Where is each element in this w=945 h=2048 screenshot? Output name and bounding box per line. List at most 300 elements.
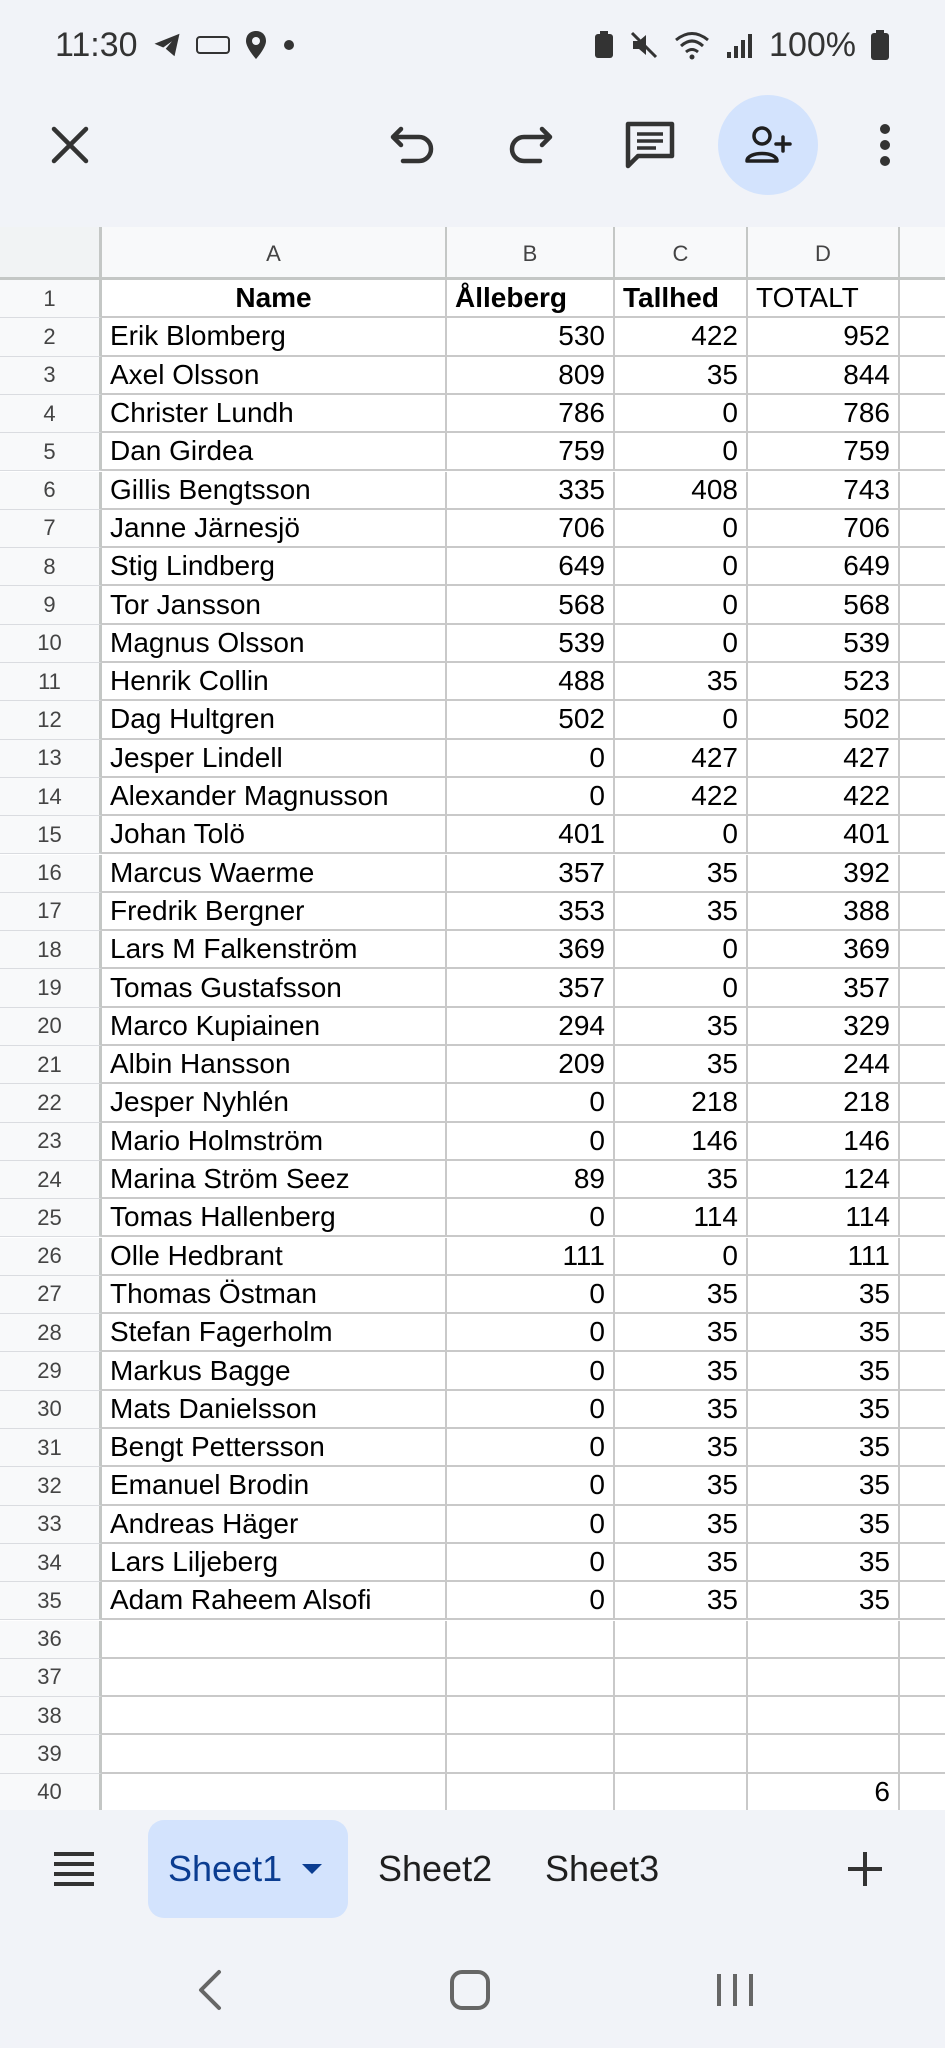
row-number[interactable]: 26 [0,1238,102,1276]
value-cell[interactable]: 35 [615,663,748,701]
value-cell[interactable]: 0 [615,395,748,433]
value-cell[interactable]: 357 [447,855,615,893]
value-cell[interactable]: 0 [447,1084,615,1122]
header-row [0,280,945,318]
row-number[interactable]: 39 [0,1735,102,1773]
column-header-e[interactable] [900,227,945,280]
table-row [0,1582,945,1620]
row-number[interactable]: 28 [0,1314,102,1352]
value-cell[interactable]: 35 [748,1352,900,1390]
location-icon [244,30,268,60]
value-cell[interactable] [615,1621,748,1659]
row-number[interactable]: 17 [0,893,102,931]
name-cell[interactable]: Alexander Magnusson [102,778,447,816]
value-cell[interactable]: 649 [447,548,615,586]
row-number[interactable]: 32 [0,1467,102,1505]
value-cell[interactable]: 35 [615,1467,748,1505]
value-cell[interactable]: 427 [748,740,900,778]
value-cell[interactable]: 244 [748,1046,900,1084]
empty-cell[interactable] [900,1276,945,1314]
empty-cell[interactable] [900,663,945,701]
column-header-b[interactable]: B [447,227,615,280]
value-cell[interactable]: 844 [748,357,900,395]
table-row [0,1506,945,1544]
value-cell[interactable]: 408 [615,472,748,510]
value-cell[interactable] [447,1621,615,1659]
value-cell[interactable]: 35 [615,1314,748,1352]
name-cell[interactable]: Stig Lindberg [102,548,447,586]
value-cell[interactable]: 89 [447,1161,615,1199]
name-cell[interactable]: Olle Hedbrant [102,1238,447,1276]
value-cell[interactable]: 0 [447,1352,615,1390]
empty-cell[interactable] [900,1352,945,1390]
name-cell[interactable] [102,1621,447,1659]
value-cell[interactable] [615,1774,748,1810]
name-cell[interactable]: Andreas Häger [102,1506,447,1544]
tab-sheet3[interactable] [545,1820,659,1918]
add-sheet-button[interactable] [845,1820,885,1918]
empty-cell[interactable] [900,969,945,1007]
tab-sheet1-label: Sheet1 [168,1848,283,1889]
name-cell[interactable]: Adam Raheem Alsofi [102,1582,447,1620]
value-cell[interactable]: 335 [447,472,615,510]
value-cell[interactable] [748,1621,900,1659]
close-button[interactable] [20,95,120,195]
value-cell[interactable]: 114 [748,1199,900,1237]
empty-cell[interactable] [900,1735,945,1773]
value-cell[interactable]: 759 [748,433,900,471]
empty-cell[interactable] [900,1046,945,1084]
value-cell[interactable]: 218 [615,1084,748,1122]
empty-cell[interactable] [900,1084,945,1122]
empty-cell[interactable] [900,1008,945,1046]
row-number[interactable]: 16 [0,855,102,893]
row-number[interactable]: 1 [0,280,102,318]
value-cell[interactable] [748,1735,900,1773]
value-cell[interactable]: 422 [615,778,748,816]
battery-icon [870,29,890,61]
row-number[interactable]: 12 [0,701,102,739]
row-number[interactable]: 40 [0,1774,102,1810]
value-cell[interactable]: 35 [615,1276,748,1314]
value-cell[interactable]: 392 [748,855,900,893]
value-cell[interactable]: 35 [615,893,748,931]
empty-cell[interactable] [900,357,945,395]
value-cell[interactable]: 0 [615,931,748,969]
value-cell[interactable]: 35 [615,1429,748,1467]
empty-cell[interactable] [900,931,945,969]
spreadsheet-grid[interactable] [0,227,945,1810]
value-cell[interactable]: 369 [748,931,900,969]
row-number[interactable]: 22 [0,1084,102,1122]
row-number[interactable]: 13 [0,740,102,778]
row-number[interactable]: 11 [0,663,102,701]
value-cell[interactable] [447,1697,615,1735]
battery-saver-icon [593,30,615,60]
value-cell[interactable]: 35 [615,1582,748,1620]
header-cell[interactable]: Tallhed [615,280,748,318]
sheet-tab-bar [0,1810,945,1940]
table-row [0,1391,945,1429]
row-number[interactable]: 23 [0,1123,102,1161]
table-row [0,931,945,969]
value-cell[interactable]: 502 [748,701,900,739]
system-nav-bar [0,1940,945,2048]
header-cell[interactable]: TOTALT [748,280,900,318]
value-cell[interactable]: 0 [447,1123,615,1161]
empty-cell[interactable] [900,1582,945,1620]
value-cell[interactable]: 0 [447,1429,615,1467]
value-cell[interactable]: 146 [615,1123,748,1161]
table-row [0,778,945,816]
empty-cell[interactable] [900,1659,945,1697]
row-number[interactable]: 37 [0,1659,102,1697]
table-row [0,318,945,356]
row-number[interactable]: 21 [0,1046,102,1084]
value-cell[interactable]: 294 [447,1008,615,1046]
value-cell[interactable]: 35 [615,1352,748,1390]
value-cell[interactable]: 422 [748,778,900,816]
value-cell[interactable] [615,1735,748,1773]
empty-cell[interactable] [900,280,945,318]
name-cell[interactable]: Jesper Nyhlén [102,1084,447,1122]
value-cell[interactable]: 401 [748,816,900,854]
value-cell[interactable]: 0 [615,625,748,663]
row-number[interactable]: 10 [0,625,102,663]
name-cell[interactable]: Mats Danielsson [102,1391,447,1429]
value-cell[interactable] [447,1774,615,1810]
name-cell[interactable]: Marcus Waerme [102,855,447,893]
value-cell[interactable]: 743 [748,472,900,510]
table-row [0,395,945,433]
row-number[interactable]: 33 [0,1506,102,1544]
empty-cell[interactable] [900,1314,945,1352]
value-cell[interactable]: 146 [748,1123,900,1161]
value-cell[interactable]: 786 [447,395,615,433]
value-cell[interactable]: 0 [447,1199,615,1237]
redo-icon [506,123,554,167]
value-cell[interactable]: 35 [748,1429,900,1467]
share-button[interactable] [718,95,818,195]
empty-cell[interactable] [900,1774,945,1810]
empty-cell[interactable] [900,395,945,433]
table-row [0,433,945,471]
empty-cell[interactable] [900,510,945,548]
header-cell[interactable]: Name [102,280,447,318]
redo-button[interactable] [480,95,580,195]
name-cell[interactable]: Marco Kupiainen [102,1008,447,1046]
back-nav-button[interactable] [180,1960,240,2020]
value-cell[interactable]: 35 [615,1008,748,1046]
value-cell[interactable]: 0 [447,1544,615,1582]
row-number[interactable]: 20 [0,1008,102,1046]
empty-cell[interactable] [900,1697,945,1735]
empty-cell[interactable] [900,472,945,510]
name-cell[interactable]: Magnus Olsson [102,625,447,663]
empty-cell[interactable] [900,740,945,778]
value-cell[interactable]: 0 [615,586,748,624]
value-cell[interactable]: 401 [447,816,615,854]
table-row [0,1008,945,1046]
value-cell[interactable]: 124 [748,1161,900,1199]
value-cell[interactable]: 0 [447,1582,615,1620]
value-cell[interactable]: 353 [447,893,615,931]
empty-cell[interactable] [900,1238,945,1276]
table-row [0,586,945,624]
value-cell[interactable] [615,1659,748,1697]
row-number[interactable]: 30 [0,1391,102,1429]
value-cell[interactable]: 952 [748,318,900,356]
row-number[interactable]: 14 [0,778,102,816]
recents-icon [713,1970,757,2010]
value-cell[interactable]: 0 [447,740,615,778]
empty-cell[interactable] [900,548,945,586]
value-cell[interactable]: 488 [447,663,615,701]
table-row [0,1161,945,1199]
value-cell[interactable]: 786 [748,395,900,433]
name-cell[interactable]: Johan Tolö [102,816,447,854]
value-cell[interactable]: 427 [615,740,748,778]
value-cell[interactable]: 809 [447,357,615,395]
row-number[interactable]: 4 [0,395,102,433]
value-cell[interactable]: 568 [748,586,900,624]
empty-cell[interactable] [900,816,945,854]
name-cell[interactable]: Thomas Östman [102,1276,447,1314]
value-cell[interactable]: 539 [447,625,615,663]
value-cell[interactable]: 114 [615,1199,748,1237]
empty-cell[interactable] [900,586,945,624]
person-add-icon [744,125,792,165]
value-cell[interactable]: 35 [615,1391,748,1429]
name-cell[interactable]: Bengt Pettersson [102,1429,447,1467]
empty-cell[interactable] [900,855,945,893]
home-icon [448,1968,492,2012]
value-cell[interactable]: 218 [748,1084,900,1122]
all-sheets-button[interactable] [50,1820,98,1918]
value-cell[interactable]: 0 [447,1467,615,1505]
name-cell[interactable]: Tomas Gustafsson [102,969,447,1007]
value-cell[interactable]: 35 [615,1046,748,1084]
name-cell[interactable]: Albin Hansson [102,1046,447,1084]
value-cell[interactable]: 369 [447,931,615,969]
row-number[interactable]: 25 [0,1199,102,1237]
row-number[interactable]: 5 [0,433,102,471]
row-number[interactable]: 29 [0,1352,102,1390]
empty-cell[interactable] [900,1161,945,1199]
wifi-icon [673,30,711,60]
column-header-a[interactable]: A [102,227,447,280]
value-cell[interactable]: 35 [615,1506,748,1544]
empty-cell[interactable] [900,778,945,816]
recents-nav-button[interactable] [705,1960,765,2020]
value-cell[interactable]: 649 [748,548,900,586]
value-cell[interactable]: 35 [615,357,748,395]
value-cell[interactable]: 35 [748,1506,900,1544]
status-left [55,26,296,65]
value-cell[interactable]: 357 [447,969,615,1007]
name-cell[interactable] [102,1697,447,1735]
row-number[interactable]: 34 [0,1544,102,1582]
value-cell[interactable]: 523 [748,663,900,701]
name-cell[interactable]: Dag Hultgren [102,701,447,739]
name-cell[interactable]: Tor Jansson [102,586,447,624]
battery-percent: 100% [769,25,856,64]
value-cell[interactable]: 0 [447,1506,615,1544]
name-cell[interactable]: Gillis Bengtsson [102,472,447,510]
table-row [0,701,945,739]
undo-button[interactable] [363,95,463,195]
value-cell[interactable] [615,1697,748,1735]
value-cell[interactable] [748,1697,900,1735]
row-number[interactable]: 2 [0,318,102,356]
empty-cell[interactable] [900,1391,945,1429]
toolbar [0,95,945,205]
name-cell[interactable]: Mario Holmström [102,1123,447,1161]
row-number[interactable]: 8 [0,548,102,586]
value-cell[interactable]: 759 [447,433,615,471]
row-number[interactable]: 35 [0,1582,102,1620]
empty-cell[interactable] [900,1467,945,1505]
name-cell[interactable]: Henrik Collin [102,663,447,701]
table-row [0,1774,945,1810]
empty-cell[interactable] [900,318,945,356]
value-cell[interactable]: 388 [748,893,900,931]
value-cell[interactable]: 35 [615,855,748,893]
row-number[interactable]: 27 [0,1276,102,1314]
value-cell[interactable]: 0 [615,701,748,739]
empty-cell[interactable] [900,433,945,471]
row-number[interactable]: 9 [0,586,102,624]
value-cell[interactable]: 0 [615,969,748,1007]
header-cell[interactable]: Ålleberg [447,280,615,318]
name-cell[interactable]: Tomas Hallenberg [102,1199,447,1237]
row-number[interactable]: 19 [0,969,102,1007]
value-cell[interactable]: 35 [615,1544,748,1582]
name-cell[interactable]: Lars Liljeberg [102,1544,447,1582]
value-cell[interactable]: 35 [748,1276,900,1314]
value-cell[interactable]: 35 [748,1391,900,1429]
value-cell[interactable]: 0 [615,816,748,854]
value-cell[interactable]: 329 [748,1008,900,1046]
value-cell[interactable]: 706 [748,510,900,548]
value-cell[interactable]: 35 [748,1467,900,1505]
table-row [0,816,945,854]
empty-cell[interactable] [900,893,945,931]
value-cell[interactable]: 0 [615,548,748,586]
value-cell[interactable]: 706 [447,510,615,548]
value-cell[interactable]: 422 [615,318,748,356]
tab-sheet1[interactable] [148,1820,348,1918]
row-number[interactable]: 18 [0,931,102,969]
row-number[interactable]: 31 [0,1429,102,1467]
comment-button[interactable] [600,95,700,195]
value-cell[interactable]: 35 [748,1582,900,1620]
table-row [0,663,945,701]
name-cell[interactable]: Dan Girdea [102,433,447,471]
empty-cell[interactable] [900,1199,945,1237]
value-cell[interactable]: 539 [748,625,900,663]
empty-cell[interactable] [900,625,945,663]
value-cell[interactable]: 111 [447,1238,615,1276]
more-options-button[interactable] [835,95,935,195]
value-cell[interactable]: 357 [748,969,900,1007]
name-cell[interactable]: Lars M Falkenström [102,931,447,969]
column-header-d[interactable]: D [748,227,900,280]
value-cell[interactable]: 530 [447,318,615,356]
empty-cell[interactable] [900,1544,945,1582]
table-row [0,1084,945,1122]
select-all-corner[interactable] [0,227,102,280]
value-cell[interactable]: 0 [447,1314,615,1352]
status-bar [0,0,945,90]
row-number[interactable]: 15 [0,816,102,854]
empty-cell[interactable] [900,1506,945,1544]
comment-icon [624,120,676,170]
row-number[interactable]: 24 [0,1161,102,1199]
value-cell[interactable]: 568 [447,586,615,624]
value-cell[interactable]: 111 [748,1238,900,1276]
name-cell[interactable]: Axel Olsson [102,357,447,395]
value-cell[interactable]: 35 [748,1544,900,1582]
value-cell[interactable] [447,1659,615,1697]
name-cell[interactable]: Markus Bagge [102,1352,447,1390]
value-cell[interactable] [748,1659,900,1697]
value-cell[interactable]: 35 [748,1314,900,1352]
value-cell[interactable]: 0 [447,1276,615,1314]
value-cell[interactable]: 35 [615,1161,748,1199]
value-cell[interactable]: 0 [447,778,615,816]
name-cell[interactable]: Erik Blomberg [102,318,447,356]
column-header-c[interactable]: C [615,227,748,280]
value-cell[interactable]: 0 [615,510,748,548]
value-cell[interactable]: 0 [447,1391,615,1429]
empty-cell[interactable] [900,1123,945,1161]
row-number[interactable]: 36 [0,1621,102,1659]
table-row [0,357,945,395]
value-cell[interactable]: 502 [447,701,615,739]
telegram-icon [152,30,182,60]
value-cell[interactable]: 0 [615,433,748,471]
row-number[interactable]: 6 [0,472,102,510]
name-cell[interactable]: Marina Ström Seez [102,1161,447,1199]
empty-cell[interactable] [900,1621,945,1659]
value-cell[interactable]: 6 [748,1774,900,1810]
row-number[interactable]: 3 [0,357,102,395]
signal-icon [725,30,755,60]
empty-cell[interactable] [900,701,945,739]
row-number[interactable]: 38 [0,1697,102,1735]
name-cell[interactable]: Janne Järnesjö [102,510,447,548]
name-cell[interactable] [102,1735,447,1773]
home-nav-button[interactable] [440,1960,500,2020]
name-cell[interactable] [102,1659,447,1697]
table-row [0,510,945,548]
name-cell[interactable]: Emanuel Brodin [102,1467,447,1505]
value-cell[interactable] [447,1735,615,1773]
row-number[interactable]: 7 [0,510,102,548]
name-cell[interactable] [102,1774,447,1810]
table-row [0,969,945,1007]
empty-cell[interactable] [900,1429,945,1467]
table-row [0,855,945,893]
value-cell[interactable]: 0 [615,1238,748,1276]
name-cell[interactable]: Stefan Fagerholm [102,1314,447,1352]
name-cell[interactable]: Christer Lundh [102,395,447,433]
tab-sheet2[interactable] [378,1820,492,1918]
name-cell[interactable]: Jesper Lindell [102,740,447,778]
name-cell[interactable]: Fredrik Bergner [102,893,447,931]
value-cell[interactable]: 209 [447,1046,615,1084]
